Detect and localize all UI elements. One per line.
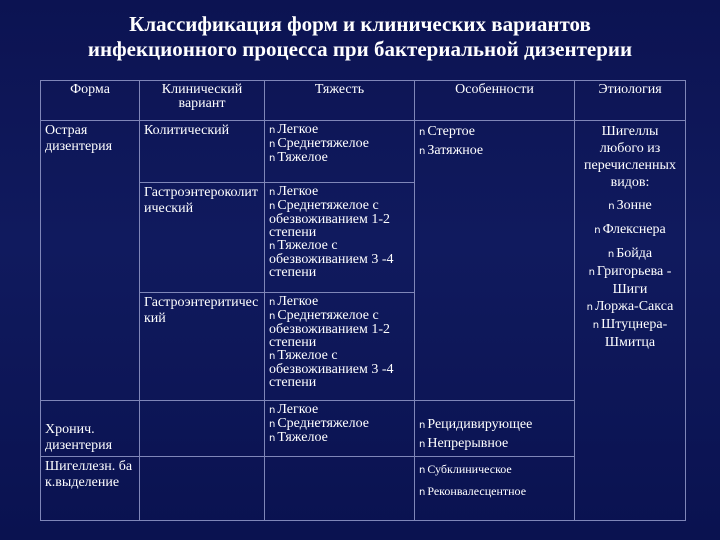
severity-item: n Легкое	[269, 295, 410, 309]
feature-item: n Непрерывное	[419, 435, 570, 454]
severity-empty	[265, 457, 415, 521]
slide-title	[0, 12, 720, 62]
variant-empty	[140, 401, 265, 457]
header-variant: Клинический вариант	[140, 81, 265, 121]
etiology-item: n Флекснера	[579, 221, 681, 239]
etiology-item: n Зонне	[579, 197, 681, 215]
variant-gastroenteritic: Гастроэнтеритический	[140, 293, 265, 401]
severity-colitic	[265, 121, 415, 183]
severity-item: n Легкое	[269, 123, 410, 137]
table-row	[41, 121, 686, 183]
features-chronic	[415, 401, 575, 457]
severity-gastroenterocolitic	[265, 183, 415, 293]
classification-table	[40, 80, 686, 521]
etiology-item: n Бойда	[579, 245, 681, 263]
feature-item: n Реконвалесцентное	[419, 481, 570, 503]
severity-item: n Тяжелое	[269, 431, 410, 445]
variant-colitic: Колитический	[140, 121, 265, 183]
severity-item: n Среднетяжелое с обезвоживанием 1-2 степени	[269, 199, 410, 239]
features-acute	[415, 121, 575, 401]
form-carrier: Шигеллезн. бак.выделение	[41, 457, 140, 521]
severity-item: n Тяжелое с обезвоживанием 3 -4 степени	[269, 239, 410, 279]
etiology-item: n Григорьева - Шиги	[579, 263, 681, 298]
severity-gastroenteritic	[265, 293, 415, 401]
header-row	[41, 81, 686, 121]
features-carrier	[415, 457, 575, 521]
feature-item: n Субклиническое	[419, 459, 570, 481]
etiology-item: n Штуцнера-Шмитца	[579, 316, 681, 351]
feature-item: n Рецидивирующее	[419, 416, 570, 435]
form-chronic: Хронич. дизентерия	[41, 401, 140, 457]
severity-item: n Тяжелое с обезвоживанием 3 -4 степени	[269, 349, 410, 389]
header-severity: Тяжесть	[265, 81, 415, 121]
severity-item: n Легкое	[269, 185, 410, 199]
severity-item: n Легкое	[269, 403, 410, 417]
etiology-item: n Лоржа-Сакса	[579, 298, 681, 316]
title-line-2: инфекционного процесса при бактериальной дизентерии	[87, 37, 633, 61]
severity-item: n Среднетяжелое	[269, 137, 410, 151]
severity-item: n Среднетяжелое	[269, 417, 410, 431]
variant-gastroenterocolitic: Гастроэнтероколитический	[140, 183, 265, 293]
severity-chronic	[265, 401, 415, 457]
title-line-1: Классификация форм и клинических вариантов	[129, 12, 591, 36]
variant-empty	[140, 457, 265, 521]
severity-item: n Тяжелое	[269, 151, 410, 165]
etiology-cell	[575, 121, 686, 521]
form-acute: Острая дизентерия	[41, 121, 140, 401]
header-features: Особенности	[415, 81, 575, 121]
feature-item: n Стертое	[419, 123, 570, 142]
header-etiology: Этиология	[575, 81, 686, 121]
header-form: Форма	[41, 81, 140, 121]
severity-item: n Среднетяжелое с обезвоживанием 1-2 степени	[269, 309, 410, 349]
feature-item: n Затяжное	[419, 142, 570, 161]
etiology-intro: Шигеллы любого из перечисленных видов:	[584, 124, 676, 190]
